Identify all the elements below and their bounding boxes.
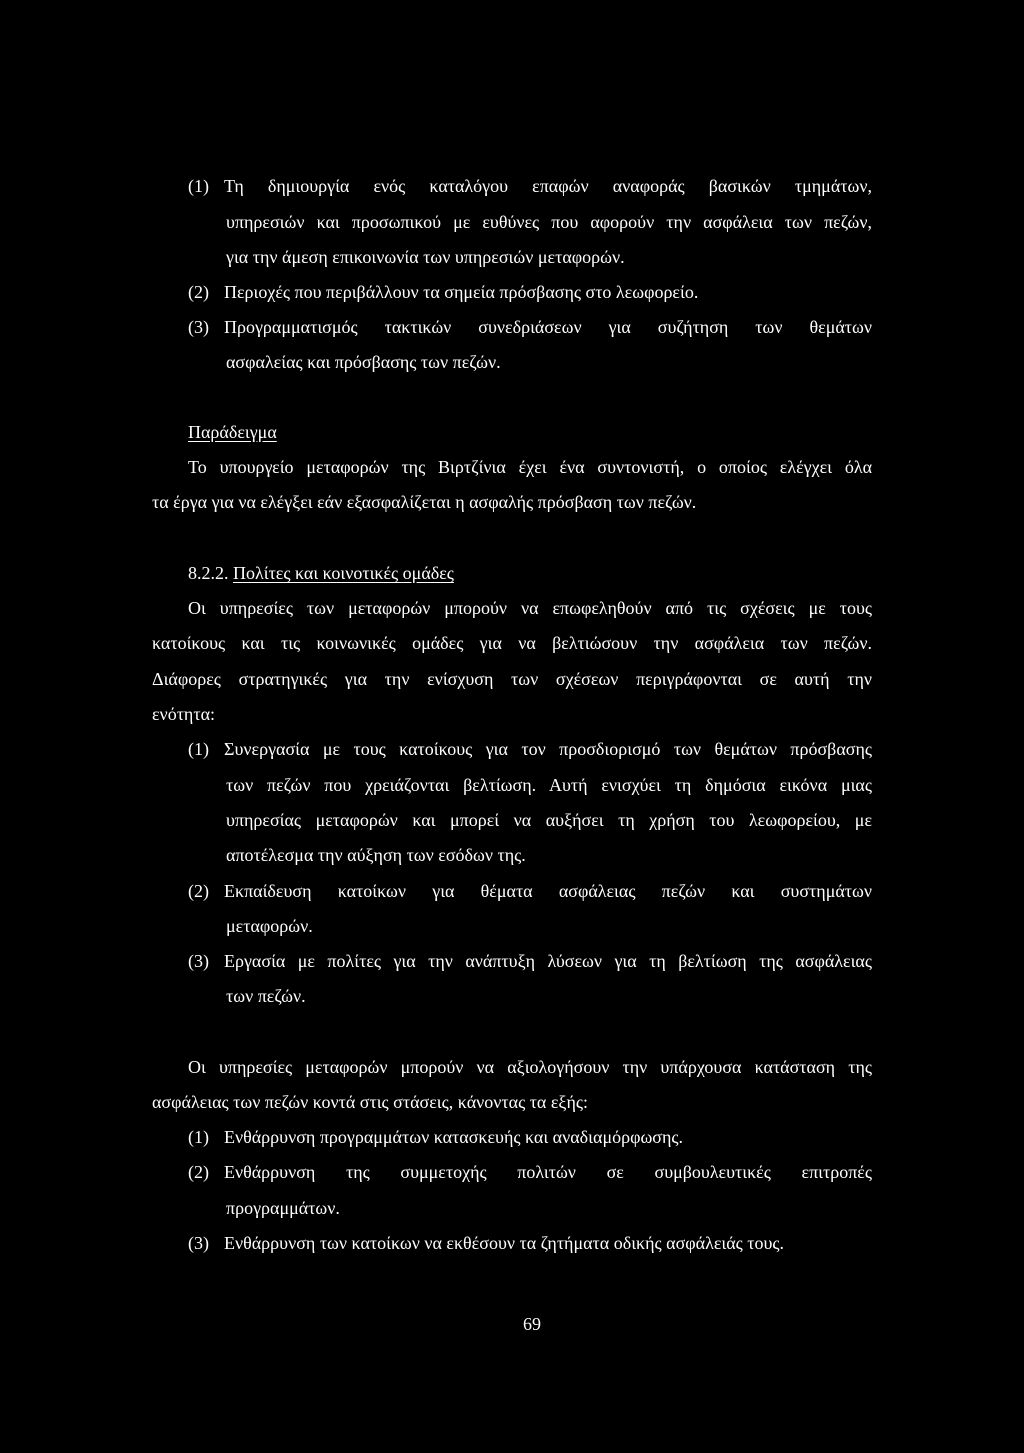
list2-item2-line2: μεταφορών.	[226, 916, 313, 936]
list1-item3-line2: ασφαλείας και πρόσβασης των πεζών.	[226, 352, 501, 372]
assessment-line1: Οι υπηρεσίες μεταφορών μπορούν να αξιολογήσουν την υπάρχουσα κατάσταση της	[188, 1057, 872, 1077]
list1-item1-line1: (1) Τη δημιουργία ενός καταλόγου επαφών αναφοράς βασικών τμημάτων,	[188, 176, 872, 196]
example-line1: Το υπουργείο μεταφορών της Βιρτζίνια έχει ένα συντονιστή, ο οποίος ελέγχει όλα	[188, 457, 872, 477]
section-title: Πολίτες και κοινοτικές ομάδες	[233, 563, 454, 583]
page-number: 69	[523, 1314, 541, 1334]
list3-item3-number: (3)	[188, 1233, 209, 1253]
list1-item1-number: (1)	[188, 176, 209, 196]
example-line2: τα έργα για να ελέγξει εάν εξασφαλίζεται η ασφαλής πρόσβαση των πεζών.	[152, 492, 697, 512]
section-heading	[188, 562, 454, 584]
list1-item1-line2: υπηρεσιών και προσωπικού με ευθύνες που αφορούν την ασφάλεια των πεζών,	[226, 212, 872, 232]
example-heading: Παράδειγμα	[188, 422, 277, 442]
list3-item2-line1: (2) Ενθάρρυνση της συμμετοχής πολιτών σε συμβουλευτικές επιτροπές	[188, 1162, 872, 1182]
list1-item2-number: (2)	[188, 282, 209, 302]
list3-item1-line1: (1) Ενθάρρυνση προγραμμάτων κατασκευής και αναδιαμόρφωσης.	[188, 1127, 684, 1147]
section-para-line4: ενότητα:	[152, 704, 216, 724]
section-para-line1: Οι υπηρεσίες των μεταφορών μπορούν να επωφεληθούν από τις σχέσεις με τους	[188, 598, 872, 618]
list1-item3-line1: (3) Προγραμματισμός τακτικών συνεδριάσεων για συζήτηση των θεμάτων	[188, 317, 872, 337]
list2-item2-line1: (2) Εκπαίδευση κατοίκων για θέματα ασφάλειας πεζών και συστημάτων	[188, 881, 872, 901]
list2-item3-line1: (3) Εργασία με πολίτες για την ανάπτυξη λύσεων για τη βελτίωση της ασφάλειας	[188, 951, 872, 971]
list2-item3-number: (3)	[188, 951, 209, 971]
list2-item3-line2: των πεζών.	[226, 986, 306, 1006]
list3-item1-number: (1)	[188, 1127, 209, 1147]
list2-item1-line3: υπηρεσίας μεταφορών και μπορεί να αυξήσει τη χρήση του λεωφορείου, με	[226, 810, 872, 830]
list2-item1-line4: αποτέλεσμα την αύξηση των εσόδων της.	[226, 845, 526, 865]
assessment-line2: ασφάλειας των πεζών κοντά στις στάσεις, κάνοντας τα εξής:	[152, 1092, 588, 1112]
section-para-line2: κατοίκους και τις κοινωνικές ομάδες για να βελτιώσουν την ασφάλεια των πεζών.	[152, 633, 872, 653]
list1-item1-line3: για την άμεση επικοινωνία των υπηρεσιών μεταφορών.	[226, 247, 625, 267]
list2-item1-number: (1)	[188, 739, 209, 759]
section-para-line3: Διάφορες στρατηγικές για την ενίσχυση των σχέσεων περιγράφονται σε αυτή την	[152, 669, 872, 689]
list3-item2-line2: προγραμμάτων.	[226, 1198, 340, 1218]
list2-item2-number: (2)	[188, 881, 209, 901]
list1-item3-number: (3)	[188, 317, 209, 337]
list3-item2-number: (2)	[188, 1162, 209, 1182]
list1-item2-line1: (2) Περιοχές που περιβάλλουν τα σημεία πρόσβασης στο λεωφορείο.	[188, 282, 699, 302]
list2-item1-line1: (1) Συνεργασία με τους κατοίκους για τον προσδιορισμό των θεμάτων πρόσβασης	[188, 739, 872, 759]
section-number: 8.2.2.	[188, 563, 229, 583]
list3-item3-line1: (3) Ενθάρρυνση των κατοίκων να εκθέσουν τα ζητήματα οδικής ασφάλειάς τους.	[188, 1233, 785, 1253]
list2-item1-line2: των πεζών που χρειάζονται βελτίωση. Αυτή ενισχύει τη δημόσια εικόνα μιας	[226, 775, 872, 795]
